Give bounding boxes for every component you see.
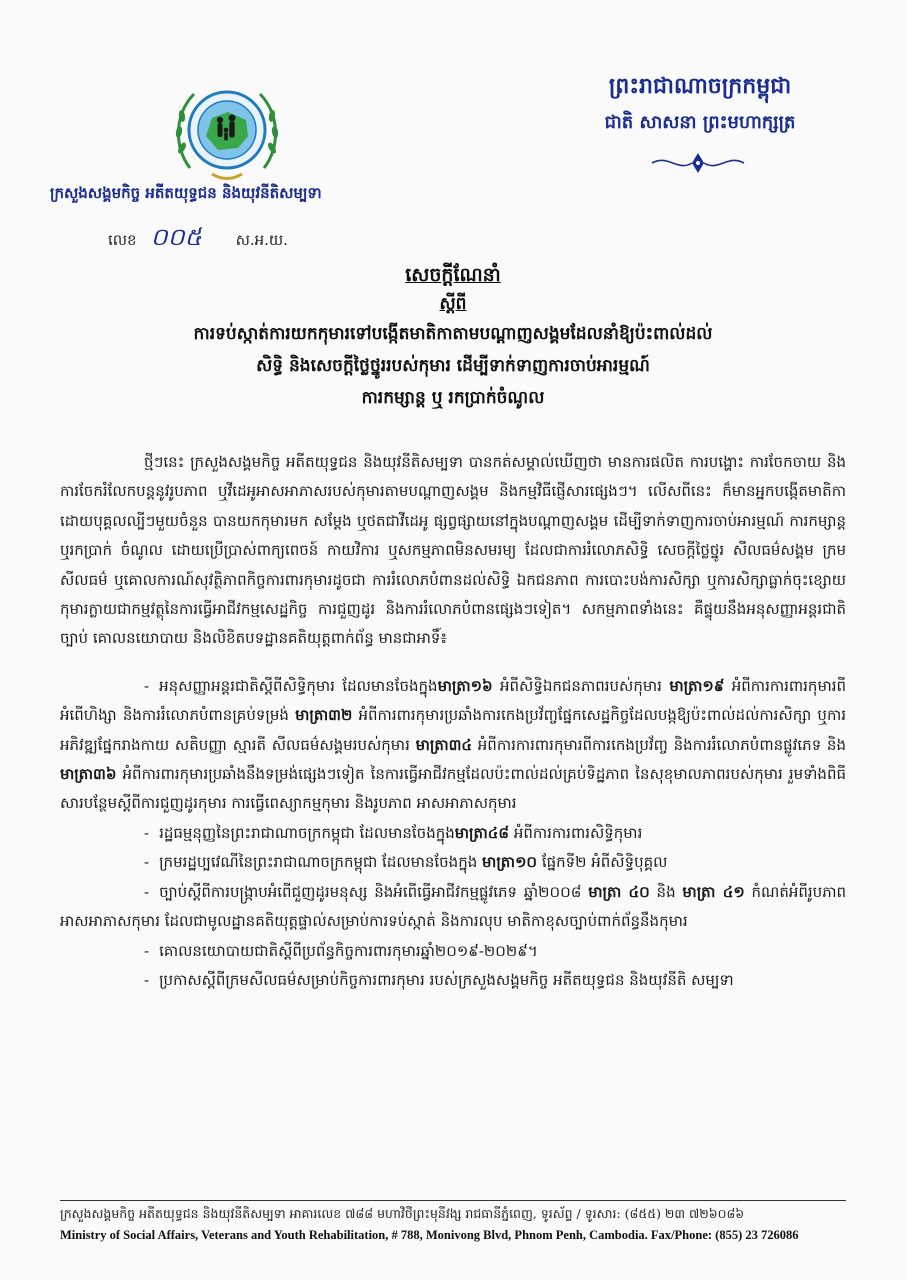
list-item-text: អំពីសិទ្ធិឯកជនភាពរបស់កុមារ bbox=[492, 676, 670, 695]
document-subject-line-3: ការកម្សាន្ត ឬ រកប្រាក់ចំណូល bbox=[361, 388, 545, 408]
reference-number: ០០៥ bbox=[150, 223, 202, 251]
list-item-crc bbox=[60, 672, 846, 819]
list-item-text: រដ្ឋធម្មនុញ្ញនៃព្រះរាជាណាចក្រកម្ពុជា ដែលមានចែងក្នុង bbox=[159, 823, 455, 842]
list-item-code-of-conduct bbox=[60, 966, 846, 995]
list-item-text: អំពីការពារកុមារប្រឆាំងការកេងប្រវ័ញ្ចផ្នែកសេដ្ឋកិច្ចដែលបង្កឱ្យប៉ះពាល់ដល់ការសិក្សា ឬការអភិវឌ្ឍផ្នែករាងកាយ សតិបញ្ញា ស្មារតី សីលធម៌សង្គមរបស់កុមារ bbox=[60, 706, 846, 754]
footer-address-khmer: ក្រសួងសង្គមកិច្ច អតីតយុទ្ធជន និងយុវនីតិសម្បទា អាគារលេខ ៧៨៨ មហាវិថីព្រះមុនីវង្ស រាជធានីភ្នំពេញ, ទូរស័ព្ទ / ទូរសារ: (៨៥៥) ២៣ ៧២៦០៨៦ bbox=[60, 1206, 745, 1221]
list-item-text: និង bbox=[649, 882, 683, 901]
ministry-logo-icon bbox=[168, 78, 286, 188]
article-reference: មាត្រា៣៦ bbox=[60, 765, 117, 784]
list-item-text: ផ្នែកទី២ អំពីសិទ្ធិបុគ្គល bbox=[537, 853, 668, 872]
article-reference: មាត្រា៣៤ bbox=[415, 735, 473, 754]
list-item-trafficking-law bbox=[60, 878, 846, 937]
ornament-divider-icon bbox=[648, 150, 748, 176]
reference-suffix: ស.អ.យ. bbox=[235, 231, 288, 249]
article-reference: មាត្រា ៤០ bbox=[588, 882, 650, 901]
national-motto: ជាតិ សាសនា ព្រះមហាក្សត្រ bbox=[604, 112, 796, 133]
document-heading: សេចក្តីណែនាំ bbox=[405, 264, 501, 286]
list-item-text: អំពីការការពារសិទ្ធិកុមារ bbox=[509, 823, 643, 842]
list-item-civil-code bbox=[60, 848, 846, 877]
document-body bbox=[60, 448, 846, 995]
list-item-text: កំណត់អំពីរូបភាពអាសអាភាសកុមារ ដែលជាមូលដ្ឋានគតិយុត្តផ្ទាល់សម្រាប់ការទប់ស្កាត់ និងការលុប មាតិកាខុសច្បាប់ពាក់ព័ន្ធនឹងកុមារ bbox=[60, 882, 846, 931]
list-item-national-policy bbox=[60, 937, 846, 966]
article-reference: មាត្រា១០ bbox=[482, 853, 538, 872]
bullet-dash: - bbox=[144, 823, 150, 842]
document-subject-line-2: សិទ្ធិ និងសេចក្តីថ្លៃថ្នូររបស់កុមារ ដើម្បីទាក់ទាញការចាប់អារម្មណ៍ bbox=[256, 356, 650, 376]
list-item-text: ច្បាប់ស្តីពីការបង្ក្រាបអំពើជួញដូរមនុស្ស និងអំពើធ្វើអាជីវកម្មផ្លូវភេទ ឆ្នាំ២០០៨ bbox=[159, 882, 589, 901]
reference-label: លេខ bbox=[108, 231, 137, 249]
list-item-text: គោលនយោបាយជាតិស្តីពីប្រព័ន្ធកិច្ចការពារកុមារឆ្នាំ២០១៩-២០២៩។ bbox=[159, 941, 538, 960]
bullet-dash: - bbox=[144, 853, 150, 872]
kingdom-header bbox=[550, 72, 850, 137]
article-reference: មាត្រា៤៨ bbox=[454, 823, 510, 842]
document-subject-line-1: ការទប់ស្កាត់ការយកកុមារទៅបង្កើតមាតិកាតាមបណ្តាញសង្គមដែលនាំឱ្យប៉ះពាល់ដល់ bbox=[193, 324, 713, 344]
list-item-text: អំពីការការពារកុមារពីការកេងប្រវ័ញ្ច និងការរំលោភបំពានផ្លូវភេទ និង bbox=[472, 735, 846, 754]
footer-divider bbox=[60, 1200, 846, 1201]
bullet-dash: - bbox=[144, 676, 150, 695]
article-reference: មាត្រា ៤១ bbox=[682, 882, 745, 901]
list-item-text: អំពីការពារកុមារប្រឆាំងនឹងទម្រង់ផ្សេងៗទៀត នៃការធ្វើអាជីវកម្មដែលប៉ះពាល់ដល់គ្រប់ទិដ្ឋភាព នៃសុខុមាលភាពរបស់កុមារ រួមទាំងពិធីសារបន្ថែមស្តីពីការជួញដូរកុមារ ការធ្វើពេស្យាកម្មកុមារ និងរូបភាព អាសអាភាសកុមារ bbox=[60, 765, 846, 813]
reference-number-line bbox=[108, 222, 288, 257]
list-item-text: ក្រមរដ្ឋប្បវេណីនៃព្រះរាជាណាចក្រកម្ពុជា ដែលមានចែងក្នុង bbox=[159, 853, 483, 872]
bullet-dash: - bbox=[144, 970, 150, 989]
bullet-dash: - bbox=[144, 941, 150, 960]
kingdom-name: ព្រះរាជាណាចក្រកម្ពុជា bbox=[608, 73, 792, 99]
list-item-text: អំពីការការពារកុមារពីអំពើហិង្សា និងការរំលោភបំពានគ្រប់ទម្រង់ bbox=[60, 676, 847, 725]
document-title-block bbox=[60, 260, 846, 414]
intro-paragraph: ថ្មីៗនេះ ក្រសួងសង្គមកិច្ច អតីតយុទ្ធជន និងយុវនីតិសម្បទា បានកត់សម្គាល់ឃើញថា មានការផលិត ការបង្ហោះ ការចែកចាយ និងការចែករំលែកបន្តនូវរូបភាព ឬវីដេអូអាសអាភាសរបស់កុមារតាមបណ្តាញសង្គម និងកម្មវិធីផ្ញើសារផ្សេងៗ។ លើសពីនេះ ក៏មានអ្នកបង្កើតមាតិកា ដោយបុគ្គលល្បីៗមួយចំនួន បានយកកុមារមក សម្តែង ឬថតជាវីដេអូ ផ្សព្វផ្សាយនៅក្នុងបណ្តាញសង្គម ដើម្បីទាក់ទាញការចាប់អារម្មណ៍ ការកម្សាន្ត ឬរកប្រាក់ ចំណូល ដោយប្រើប្រាស់ពាក្យពេចន៍ កាយវិការ ឬសកម្មភាពមិនសមរម្យ ដែលជាការរំលោភសិទ្ធិ សេចក្តីថ្លៃថ្នូរ សីលធម៌សង្គម ក្រមសីលធម៌ ឬគោលការណ៍សុវត្ថិភាពកិច្ចការពារកុមារដូចជា ការរំលោភបំពានដល់សិទ្ធិ ឯកជនភាព ការបោះបង់ការសិក្សា ឬការសិក្សាធ្លាក់ចុះខ្សោយ កុមារក្លាយជាកម្មវត្ថុនៃការធ្វើអាជីវកម្មសេដ្ឋកិច្ច ការជួញដូរ និងការរំលោភបំពានផ្សេងៗទៀត។ សកម្មភាពទាំងនេះ គឺផ្ទុយនឹងអនុសញ្ញាអន្តរជាតិ ច្បាប់ គោលនយោបាយ និងលិខិតបទដ្ឋានគតិយុត្តពាក់ព័ន្ធ មានជាអាទិ៍៖ bbox=[60, 453, 846, 648]
list-item-constitution bbox=[60, 819, 846, 848]
article-reference: មាត្រា១៦ bbox=[437, 676, 493, 695]
list-item-text: ប្រកាសស្តីពីក្រមសីលធម៌សម្រាប់កិច្ចការពារកុមារ របស់ក្រសួងសង្គមកិច្ច អតីតយុទ្ធជន និងយុវនីតិ សម្បទា bbox=[159, 970, 734, 989]
bullet-dash: - bbox=[144, 882, 150, 901]
article-reference: មាត្រា១៩ bbox=[669, 676, 725, 695]
footer-address-english: Ministry of Social Affairs, Veterans and Youth Rehabilitation, # 788, Monivong Blvd, Phnom Penh, Cambodia. Fax/Phone: (855) 23 726086 bbox=[60, 1228, 799, 1242]
ministry-name: ក្រសួងសង្គមកិច្ច អតីតយុទ្ធជន និងយុវនីតិសម្បទា bbox=[50, 184, 322, 202]
document-about: ស្តីពី bbox=[439, 294, 467, 314]
article-reference: មាត្រា៣២ bbox=[295, 706, 353, 725]
list-item-text: អនុសញ្ញាអន្តរជាតិស្តីពីសិទ្ធិកុមារ ដែលមានចែងក្នុង bbox=[159, 676, 438, 695]
